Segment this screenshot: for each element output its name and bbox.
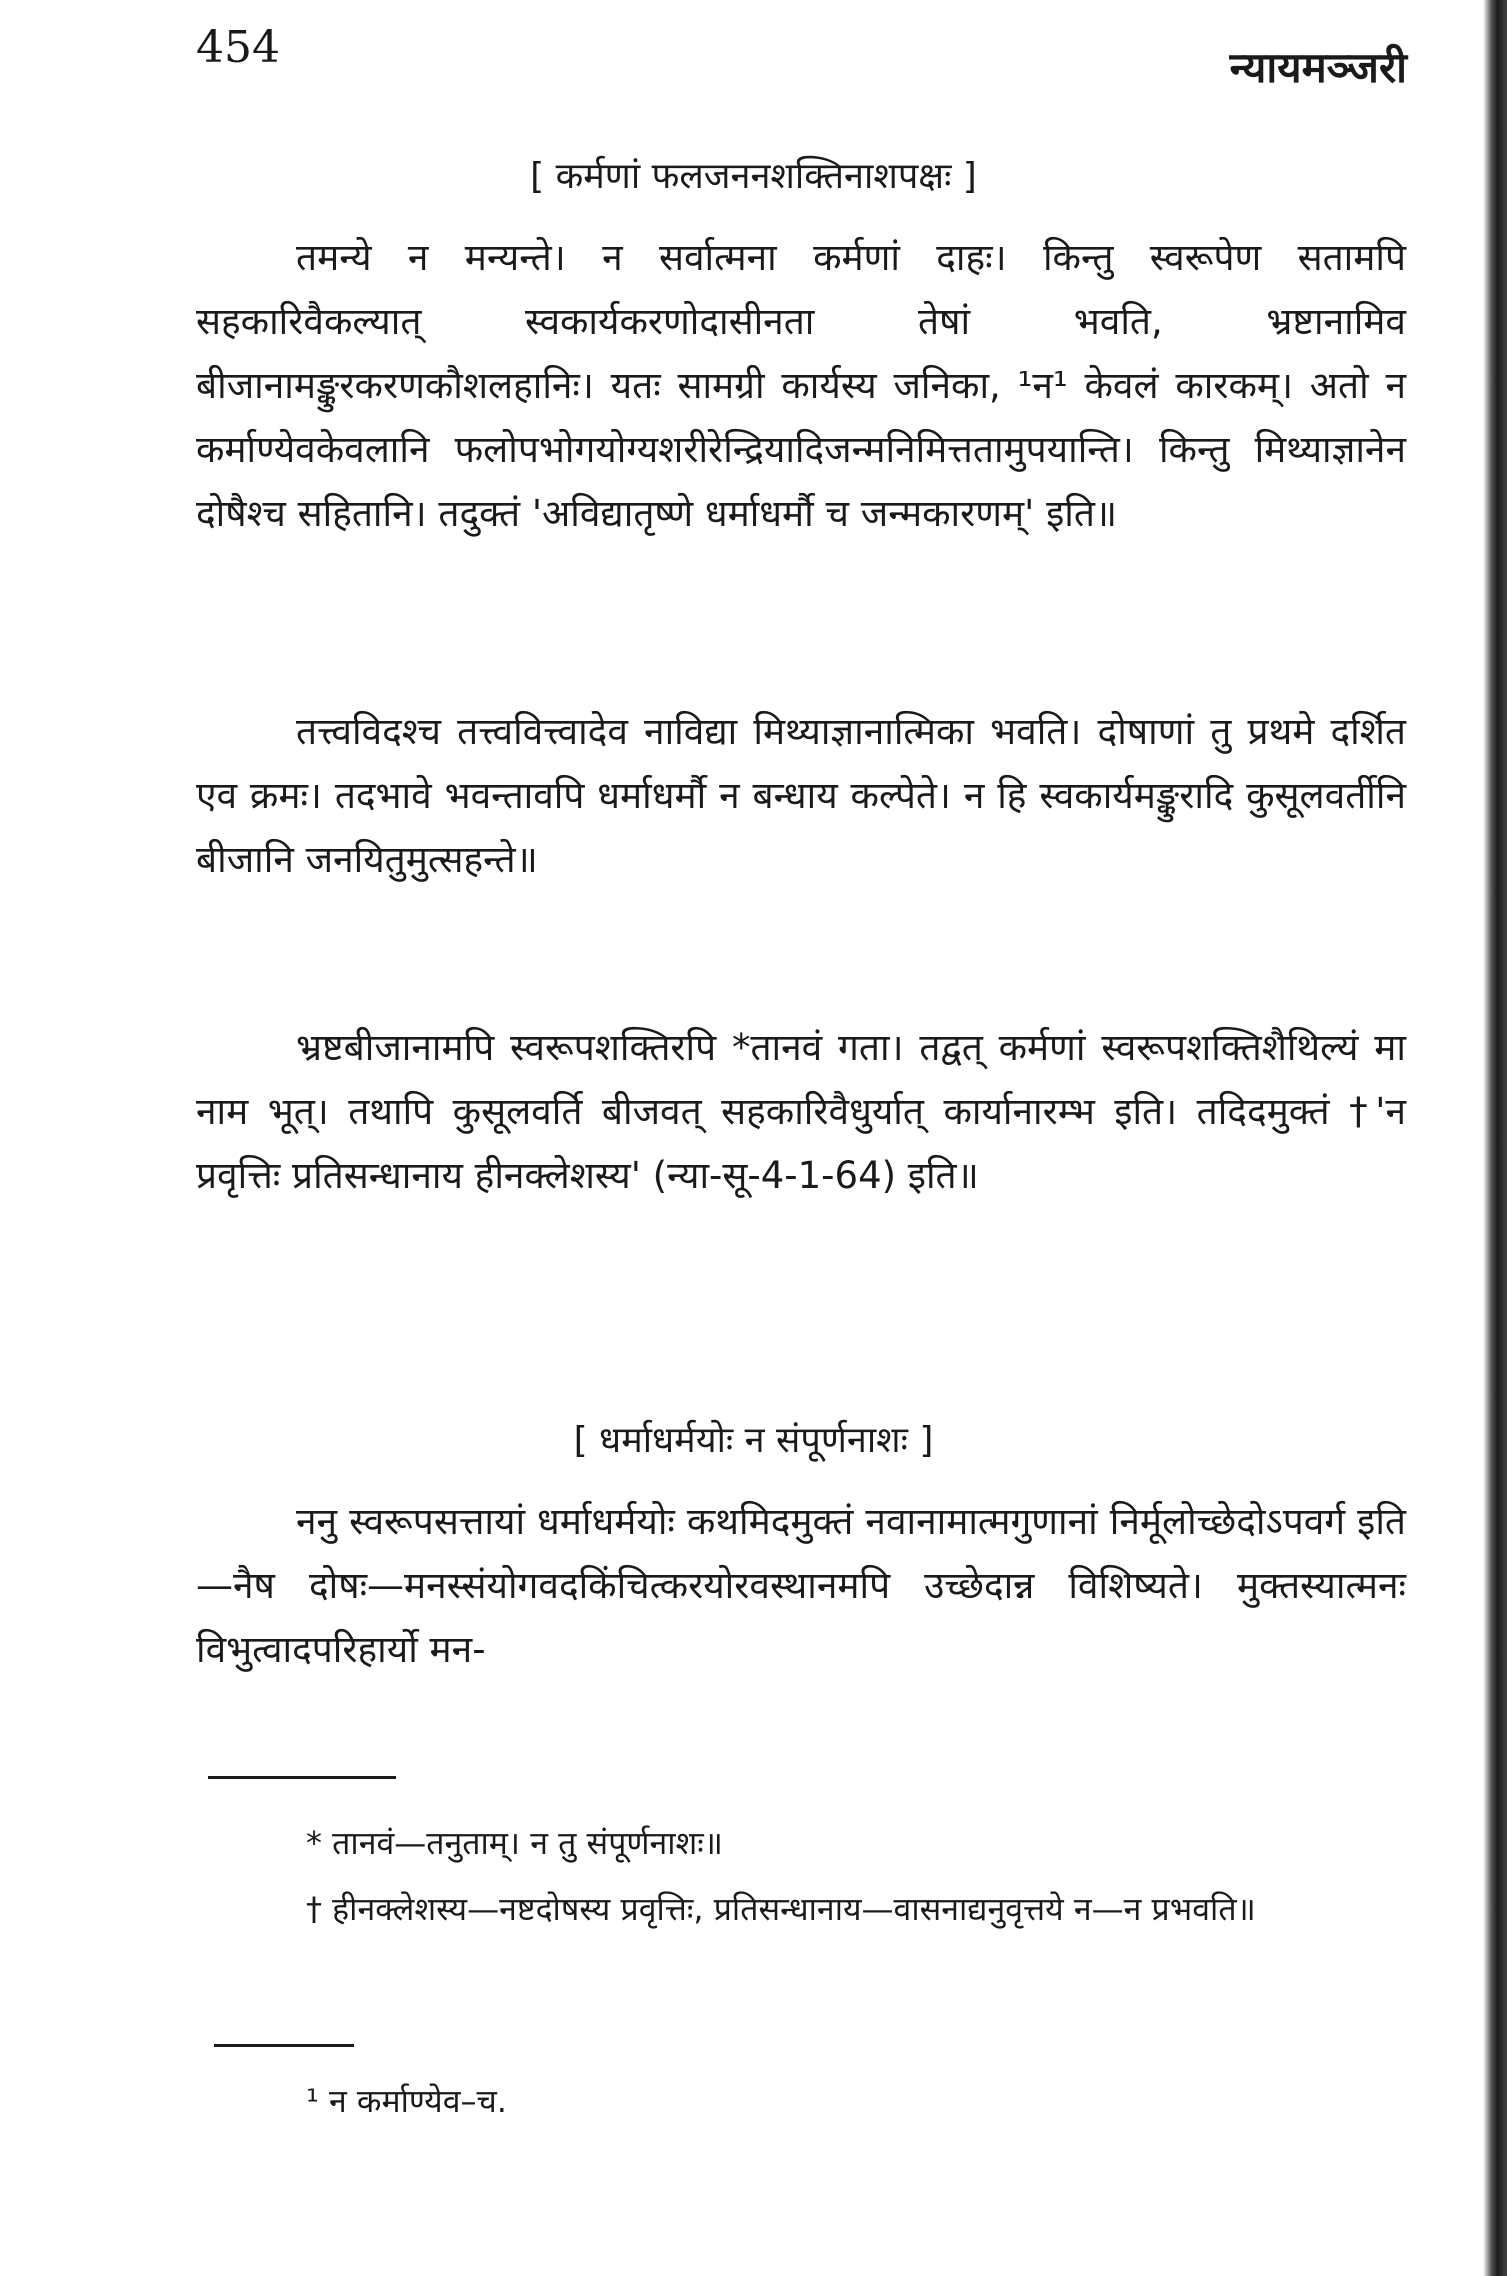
paragraph: तमन्ये न मन्यन्ते। न सर्वात्मना कर्मणां दाहः। किन्तु स्वरूपेण सतामपि सहकारिवैकल्यात् स्वकार्यकरणोदासीनता तेषां भवति, भ्रष्टानामिव बीजानामङ्कुरकरणकौशलहानिः। यतः सामग्री कार्यस्य जनिका, ¹न¹ केवलं कारकम्। अतो न कर्माण्येवकेवलानि फलोपभोगयोग्यशरीरेन्द्रियादिजन्मनिमित्ततामुपयान्ति। किन्तु मिथ्याज्ञानेन दोषैश्च सहितानि। तदुक्तं 'अविद्यातृष्णे धर्माधर्मौ च जन्मकारणम्' इति॥ (196, 236, 1406, 535)
footnote: * तानवं—तनुताम्। न तु संपूर्णनाशः॥ (306, 1824, 723, 1862)
running-head: न्यायमञ्जरी (1229, 43, 1407, 92)
paragraph: भ्रष्टबीजानामपि स्वरूपशक्तिरपि *तानवं गता। तद्वत् कर्मणां स्वरूपशक्तिशैथिल्यं मा नाम भूत्। तथापि कुसूलवर्ति बीजवत् सहकारिवैधुर्यात् कार्यानारम्भ इति। तदिदमुक्तं †'न प्रवृत्तिः प्रतिसन्धानाय हीनक्लेशस्य' (न्या-सू-4-1-64) इति॥ (196, 1026, 1406, 1197)
section-heading: [ धर्माधर्मयोः न संपूर्णनाशः ] (573, 1420, 934, 1461)
footnote: † हीनक्लेशस्य—नष्टदोषस्य प्रवृत्तिः, प्रतिसन्धानाय—वासनाद्यनुवृत्तये न—न प्रभवति॥ (306, 1890, 1256, 1928)
page-number: 454 (196, 22, 280, 73)
footnote-rule (208, 1776, 396, 1779)
variant-rule (214, 2044, 354, 2047)
section-heading: [ कर्मणां फलजननशक्तिनाशपक्षः ] (530, 156, 977, 197)
paragraph: तत्त्वविदश्च तत्त्ववित्त्वादेव नाविद्या मिथ्याज्ञानात्मिका भवति। दोषाणां तु प्रथमे दर्शित एव क्रमः। तदभावे भवन्तावपि धर्माधर्मौ न बन्धाय कल्पेते। न हि स्वकार्यमङ्कुरादि कुसूलवर्तीनि बीजानि जनयितुमुत्सहन्ते॥ (196, 710, 1406, 881)
paragraph: ननु स्वरूपसत्तायां धर्माधर्मयोः कथमिदमुक्तं नवानामात्मगुणानां निर्मूलोच्छेदोऽपवर्ग इति—नैष दोषः—मनस्संयोगवदकिंचित्करयोरवस्थानमपि उच्छेदान्न विशिष्यते। मुक्तस्यात्मनः विभुत्वादपरिहार्यो मन- (196, 1500, 1406, 1671)
page-edge-shadow (1483, 0, 1507, 2276)
variant-note: ¹ न कर्माण्येव–च. (306, 2082, 507, 2120)
